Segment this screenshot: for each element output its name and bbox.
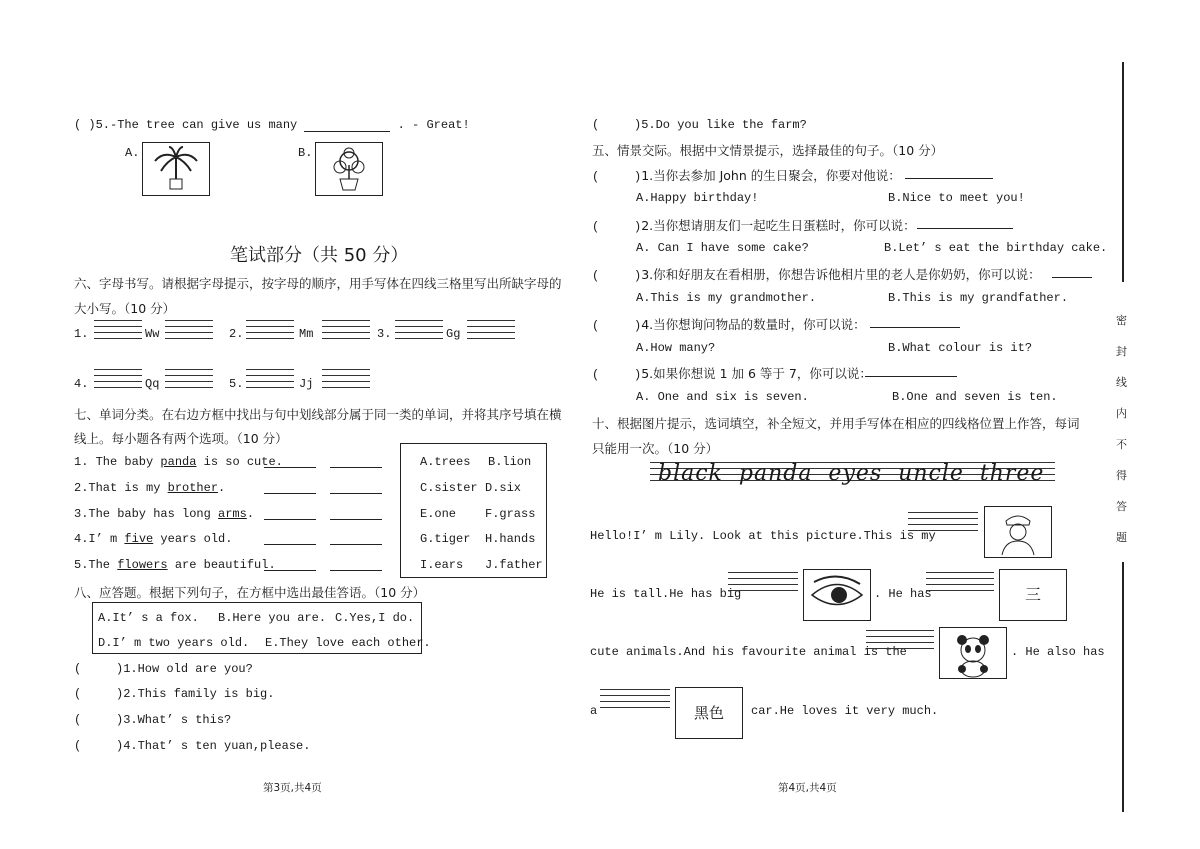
four-line-grid[interactable] (165, 320, 213, 344)
sec8-q2: ( )2.This family is big. (74, 687, 275, 701)
seal-char: 密 (1116, 314, 1127, 327)
four-line-grid[interactable] (467, 320, 515, 344)
letter-hint: Jj (299, 377, 314, 391)
sec5-q5: ( )5.如果你想说 1 加 6 等于 7，你可以说： (592, 366, 872, 382)
four-line-grid[interactable] (600, 689, 670, 713)
answer-blank[interactable] (330, 493, 382, 494)
four-line-grid[interactable] (94, 369, 142, 393)
four-line-grid[interactable] (322, 369, 370, 393)
answer-blank[interactable] (264, 570, 316, 571)
answer-blank[interactable] (865, 376, 957, 377)
four-line-grid[interactable] (395, 320, 443, 344)
page-footer-right: 第4页,共4页 (778, 782, 837, 794)
seal-char: 封 (1116, 345, 1127, 358)
passage-line-2b: . He has (874, 587, 932, 601)
palm-tree-picture (142, 142, 210, 196)
sec7-title-2: 线上。每小题各有两个选项。（10 分） (74, 431, 288, 446)
sec5-q2: ( )2.当你想请朋友们一起吃生日蛋糕时，你可以说： (592, 218, 916, 234)
sec8-q4: ( )4.That’ s ten yuan,please. (74, 739, 311, 753)
uncle-picture (984, 506, 1052, 558)
letter-item-num: 4. (74, 377, 89, 391)
word-option: A.trees (420, 455, 471, 469)
answer-option: E.They love each other. (265, 636, 431, 650)
eye-picture (803, 569, 871, 621)
passage-line-3a: cute animals.And his favourite animal is the (590, 645, 907, 659)
sec6-title: 六、字母书写。请根据字母提示，按字母的顺序，用手写体在四线三格里写出所缺字母的 (74, 276, 562, 291)
option-a: A.Happy birthday! (636, 191, 759, 205)
word-option: C.sister (420, 481, 478, 495)
option-b-label: B. (298, 146, 313, 160)
option-b: B.This is my grandfather. (888, 291, 1069, 305)
word-option: E.one (420, 507, 457, 521)
option-a-label: A. (125, 146, 140, 160)
answer-blank[interactable] (264, 519, 316, 520)
four-line-grid[interactable] (728, 572, 798, 596)
sec8-title: 八、应答题。根据下列句子，在方框中选出最佳答语。（10 分） (74, 585, 426, 600)
right-q5: ( )5.Do you like the farm? (592, 118, 807, 132)
answer-option: C.Yes,I do. (335, 611, 415, 625)
sec5-q4: ( )4.当你想询问物品的数量时，你可以说： (592, 317, 866, 333)
option-a: A. Can I have some cake? (636, 241, 809, 255)
panda-picture (939, 627, 1007, 679)
word-option: I.ears (420, 558, 464, 572)
sec8-q3: ( )3.What’ s this? (74, 713, 232, 727)
four-line-grid[interactable] (866, 630, 934, 654)
word-option: F.grass (485, 507, 536, 521)
passage-line-3b: . He also has (1011, 645, 1105, 659)
word-option: B.lion (488, 455, 532, 469)
four-line-grid[interactable] (246, 320, 294, 344)
four-line-grid[interactable] (908, 512, 978, 536)
seal-line-top (1122, 62, 1124, 282)
four-line-grid[interactable] (926, 572, 994, 596)
seal-char: 不 (1116, 438, 1127, 451)
answer-blank[interactable] (905, 178, 993, 179)
sec7-sentence-3: 3.The baby has long arms. (74, 507, 255, 521)
sec8-q1: ( )1.How old are you? (74, 662, 253, 676)
answer-blank[interactable] (264, 493, 316, 494)
three-picture: 三 (999, 569, 1067, 621)
answer-blank[interactable] (1052, 277, 1092, 278)
seal-char: 题 (1116, 531, 1127, 544)
letter-hint: Gg (446, 327, 461, 341)
answer-blank[interactable] (330, 519, 382, 520)
seal-char: 线 (1116, 376, 1127, 389)
letter-item-num: 5. (229, 377, 244, 391)
answer-blank[interactable] (264, 467, 316, 468)
seal-char: 得 (1116, 469, 1127, 482)
sec5-q1: ( )1.当你去参加 John 的生日聚会，你要对他说： (592, 168, 901, 184)
answer-blank[interactable] (917, 228, 1013, 229)
seal-char: 答 (1116, 500, 1127, 513)
letter-hint: Mm (299, 327, 314, 341)
sec7-title: 七、单词分类。在右边方框中找出与句中划线部分属于同一类的单词，并将其序号填在横 (74, 407, 562, 422)
answer-option: D.I’ m two years old. (98, 636, 250, 650)
sec6-title-2: 大小写。（10 分） (74, 301, 176, 316)
sec7-sentence-5: 5.The flowers are beautiful. (74, 558, 276, 572)
answer-blank[interactable] (304, 119, 390, 132)
black-picture: 黑色 (675, 687, 743, 739)
sec10-title: 十、根据图片提示，选词填空，补全短文，并用手写体在相应的四线格位置上作答，每词 (592, 416, 1080, 431)
option-a: A.How many? (636, 341, 716, 355)
option-a: A. One and six is seven. (636, 390, 809, 404)
word-option: G.tiger (420, 532, 471, 546)
word-option: H.hands (485, 532, 536, 546)
sec7-sentence-4: 4.I’ m five years old. (74, 532, 233, 546)
passage-line-1: Hello!I’ m Lily. Look at this picture.This is my (590, 529, 936, 543)
answer-blank[interactable] (330, 544, 382, 545)
answer-option: B.Here you are. (218, 611, 327, 625)
word-bank: black panda eyes uncle three (658, 461, 1045, 486)
answer-blank[interactable] (264, 544, 316, 545)
passage-line-4a: a (590, 704, 598, 718)
written-section-title: 笔试部分（共 50 分） (230, 245, 409, 266)
sec10-title-2: 只能用一次。（10 分） (592, 441, 719, 456)
option-b: B.Nice to meet you! (888, 191, 1025, 205)
flower-pot-picture (315, 142, 383, 196)
answer-blank[interactable] (330, 570, 382, 571)
four-line-grid[interactable] (322, 320, 370, 344)
word-option: J.father (485, 558, 543, 572)
four-line-grid[interactable] (94, 320, 142, 344)
passage-line-4b: car.He loves it very much. (751, 704, 939, 718)
page-footer-left: 第3页,共4页 (263, 782, 322, 794)
answer-option: A.It’ s a fox. (98, 611, 199, 625)
seal-char: 内 (1116, 407, 1127, 420)
letter-hint: Qq (145, 377, 160, 391)
option-b: B.Let’ s eat the birthday cake. (884, 241, 1108, 255)
sec7-sentence-1: 1. The baby panda is so cute. (74, 455, 283, 469)
four-line-grid[interactable] (165, 369, 213, 393)
answer-blank[interactable] (330, 467, 382, 468)
letter-item-num: 3. (377, 327, 392, 341)
seal-line-bottom (1122, 562, 1124, 812)
option-a: A.This is my grandmother. (636, 291, 817, 305)
sec7-sentence-2: 2.That is my brother. (74, 481, 226, 495)
four-line-grid[interactable] (246, 369, 294, 393)
letter-item-num: 2. (229, 327, 244, 341)
option-b: B.What colour is it? (888, 341, 1033, 355)
letter-item-num: 1. (74, 327, 89, 341)
sec5-q3: ( )3.你和好朋友在看相册，你想告诉他相片里的老人是你奶奶，你可以说： (592, 267, 1041, 283)
sec5-title: 五、情景交际。根据中文情景提示，选择最佳的句子。（10 分） (592, 143, 944, 158)
option-b: B.One and seven is ten. (892, 390, 1058, 404)
answer-blank[interactable] (870, 327, 960, 328)
word-option: D.six (485, 481, 522, 495)
left-q5: ( )5.-The tree can give us many . - Great! (74, 118, 470, 132)
passage-line-2a: He is tall.He has big (590, 587, 742, 601)
letter-hint: Ww (145, 327, 160, 341)
